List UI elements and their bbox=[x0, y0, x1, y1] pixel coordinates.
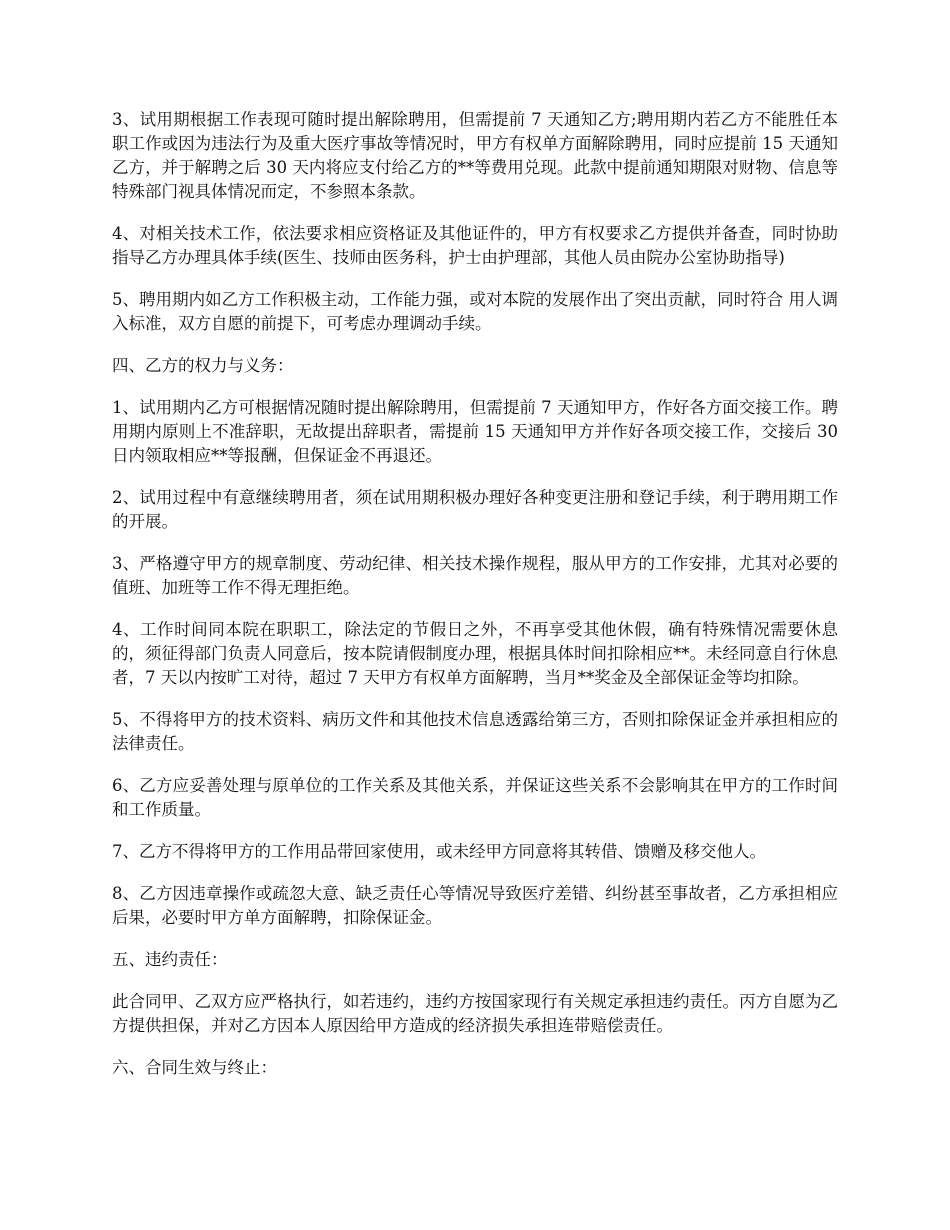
breach-liability-text: 此合同甲、乙双方应严格执行，如若违约，违约方按国家现行有关规定承担违约责任。丙方自愿为乙方提供担保，并对乙方因本人原因给甲方造成的经济损失承担连带赔偿责任。 bbox=[112, 992, 838, 1035]
section-heading-party-b-rights: 四、乙方的权力与义务： bbox=[112, 356, 294, 375]
party-b-clause-4: 4、工作时间同本院在职职工，除法定的节假日之外，不再享受其他休假，确有特殊情况需要休息的，须征得部门负责人同意后，按本院请假制度办理，根据具体时间扣除相应**。未经同意自行休息者，7 天以内按旷工对待，超过 7 天甲方有权单方面解聘，当月**奖金及全部保证金等均扣除。 bbox=[112, 620, 838, 687]
party-b-clause-8: 8、乙方因违章操作或疏忽大意、缺乏责任心等情况导致医疗差错、纠纷甚至事故者，乙方承担相应后果，必要时甲方单方面解聘，扣除保证金。 bbox=[112, 884, 838, 927]
clause-4-qualification-certificates: 4、对相关技术工作，依法要求相应资格证及其他证件的，甲方有权要求乙方提供并备查，同时协助指导乙方办理具体手续(医生、技师由医务科，护士由护理部，其他人员由院办公室协助指导) bbox=[112, 224, 838, 267]
section-heading-effect-termination: 六、合同生效与终止： bbox=[112, 1058, 277, 1077]
party-b-clause-3: 3、严格遵守甲方的规章制度、劳动纪律、相关技术操作规程，服从甲方的工作安排，尤其对必要的值班、加班等工作不得无理拒绝。 bbox=[112, 554, 838, 597]
party-b-clause-5: 5、不得将甲方的技术资料、病历文件和其他技术信息透露给第三方，否则扣除保证金并承担相应的法律责任。 bbox=[112, 710, 838, 753]
section-heading-breach-liability: 五、违约责任： bbox=[112, 950, 228, 969]
clause-5-transfer-procedure: 5、聘用期内如乙方工作积极主动，工作能力强，或对本院的发展作出了突出贡献，同时符合 用人调入标准，双方自愿的前提下，可考虑办理调动手续。 bbox=[112, 290, 838, 333]
party-b-clause-7: 7、乙方不得将甲方的工作用品带回家使用，或未经甲方同意将其转借、馈赠及移交他人。 bbox=[112, 842, 766, 861]
party-b-clause-1: 1、试用期内乙方可根据情况随时提出解除聘用，但需提前 7 天通知甲方，作好各方面交接工作。聘用期内原则上不准辞职，无故提出辞职者，需提前 15 天通知甲方并作好各项交接工作，交接后 30 日内领取相应**等报酬，但保证金不再退还。 bbox=[112, 398, 838, 465]
party-b-clause-6: 6、乙方应妥善处理与原单位的工作关系及其他关系，并保证这些关系不会影响其在甲方的工作时间和工作质量。 bbox=[112, 776, 838, 819]
clause-3-dismissal-notice: 3、试用期根据工作表现可随时提出解除聘用，但需提前 7 天通知乙方;聘用期内若乙方不能胜任本职工作或因为违法行为及重大医疗事故等情况时，甲方有权单方面解除聘用，同时应提前 15 天通知乙方，并于解聘之后 30 天内将应支付给乙方的**等费用兑现。此款中提前通知期限对财物、信息等特殊部门视具体情况而定，不参照本条款。 bbox=[112, 110, 838, 201]
party-b-clause-2: 2、试用过程中有意继续聘用者，须在试用期积极办理好各种变更注册和登记手续，利于聘用期工作的开展。 bbox=[112, 488, 838, 531]
